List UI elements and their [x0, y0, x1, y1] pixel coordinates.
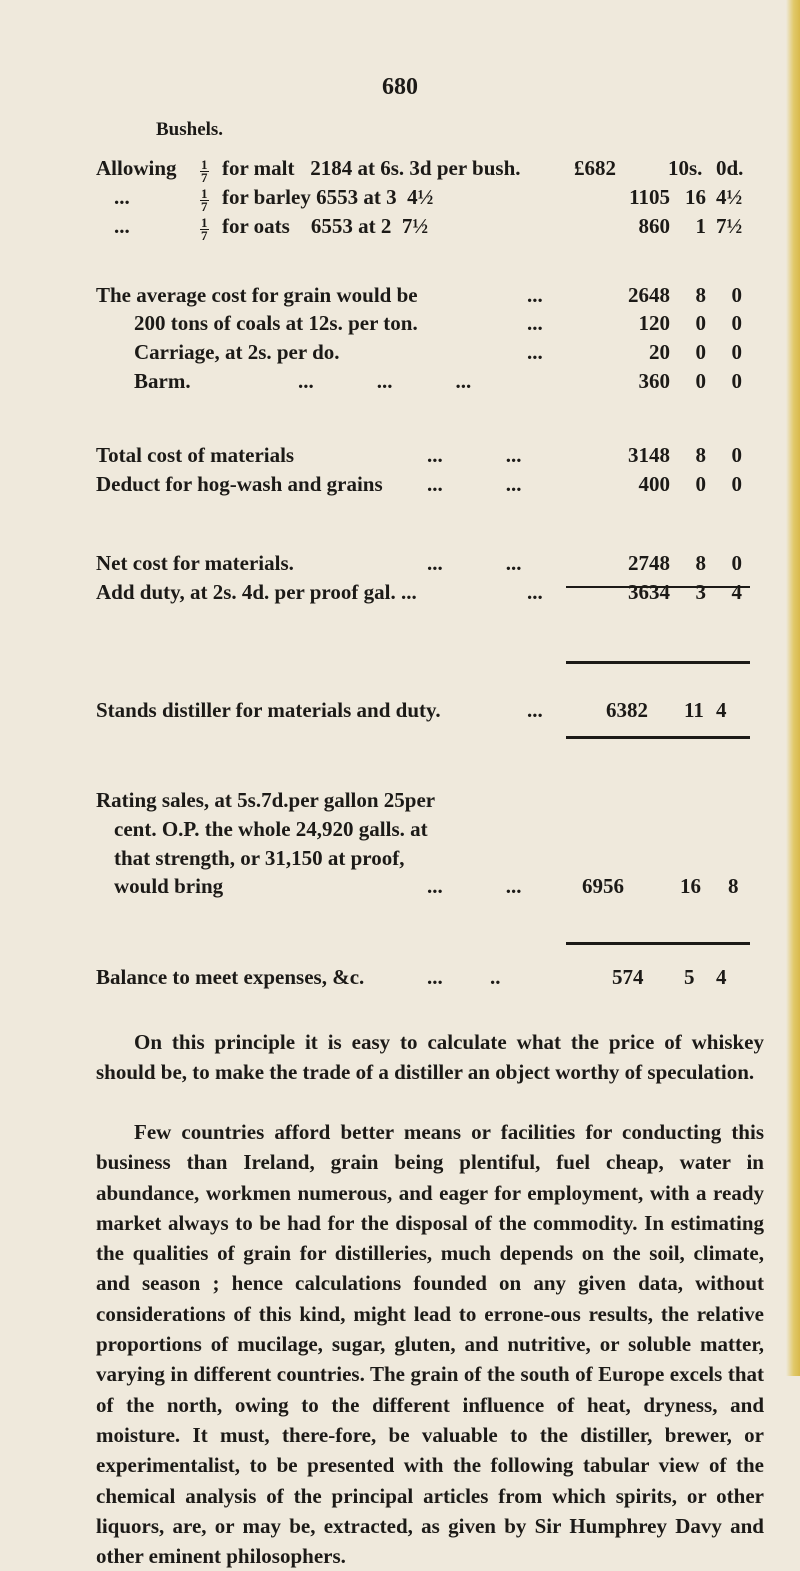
cost-row-dots: ...: [527, 283, 543, 307]
cost-row-shillings: 8: [695, 283, 706, 307]
stands-shillings: 11: [684, 698, 704, 722]
cost-row-pence: 0: [731, 311, 742, 335]
rating-line: Rating sales, at 5s.7d.per gallon 25per: [96, 788, 436, 812]
balance-shillings: 5: [684, 965, 695, 989]
cost-row-shillings: 0: [695, 369, 706, 393]
total-row-pounds: 3148: [628, 443, 670, 467]
net-row-label: Net cost for materials.: [96, 551, 294, 575]
cost-row-label: Carriage, at 2s. per do.: [134, 340, 340, 364]
net-row-pence: 4: [731, 580, 742, 604]
paragraph-1: On this principle it is easy to calculate what the price of whiskey should be, to make the trade of a distiller an object worthy of speculation.: [96, 1030, 764, 1085]
stands-pounds: 6382: [606, 698, 648, 722]
rating-line: cent. O.P. the whole 24,920 galls. at: [114, 817, 428, 841]
balance-dots: ... ..: [427, 965, 501, 989]
cost-row-label: The average cost for grain would be: [96, 283, 418, 307]
rating-pence: 8: [728, 874, 739, 898]
cost-row-pence: 0: [731, 340, 742, 364]
allowing-lead: ...: [114, 185, 130, 209]
allowing-fraction: [198, 215, 211, 242]
allowing-pence: 4½: [716, 185, 743, 209]
allowing-pounds: 1105: [629, 185, 670, 209]
balance-pounds: 574: [612, 965, 644, 989]
cost-row-pounds: 120: [638, 311, 670, 335]
cost-row-pence: 0: [731, 369, 742, 393]
allowing-text: for malt 2184 at 6s. 3d per bush.: [222, 156, 521, 180]
cost-row-pounds: 20: [649, 340, 670, 364]
cost-row-pence: 0: [731, 283, 742, 307]
net-row-pounds: 2748: [628, 551, 670, 575]
total-row-label: Deduct for hog-wash and grains: [96, 472, 383, 496]
bushels-header: Bushels.: [156, 119, 224, 140]
cost-row-dots: ...: [527, 311, 543, 335]
cost-row-shillings: 0: [695, 340, 706, 364]
rating-shillings: 16: [680, 874, 701, 898]
net-row-label: Add duty, at 2s. 4d. per proof gal. ...: [96, 580, 417, 604]
allowing-shillings: 16: [685, 185, 706, 209]
net-row-pounds: 3634: [628, 580, 670, 604]
total-row-dots: ... ...: [427, 443, 522, 467]
net-row-dots: ... ...: [427, 551, 522, 575]
allowing-pence: 7½: [716, 214, 743, 238]
cost-row-pounds: 360: [638, 369, 670, 393]
allowing-text: for barley 6553 at 3 4½: [222, 185, 434, 209]
fraction: $\frac{1}{7}$: [201, 156, 208, 185]
cost-row-label: Barm.: [134, 369, 191, 393]
cost-row-pounds: 2648: [628, 283, 670, 307]
rating-pounds: 6956: [582, 874, 624, 898]
page-number: 680: [382, 74, 418, 100]
total-row-pence: 0: [731, 443, 742, 467]
net-row-pence: 0: [731, 551, 742, 575]
total-row-shillings: 0: [695, 472, 706, 496]
stands-label: Stands distiller for materials and duty.: [96, 698, 441, 722]
stands-pence: 4: [716, 698, 727, 722]
allowing-shillings: 1: [695, 214, 706, 238]
allowing-shillings: 10s.: [668, 156, 703, 180]
total-row-shillings: 8: [695, 443, 706, 467]
fraction: $\frac{1}{7}$: [201, 214, 208, 243]
cost-row-label: 200 tons of coals at 12s. per ton.: [134, 311, 418, 335]
allowing-lead: ...: [114, 214, 130, 238]
rating-line: that strength, or 31,150 at proof,: [114, 846, 405, 870]
stands-dots: ...: [527, 698, 543, 722]
net-row-shillings: 3: [695, 580, 706, 604]
cost-row-dots: ...: [527, 340, 543, 364]
cost-row-shillings: 0: [695, 311, 706, 335]
page-edge: [786, 0, 800, 1376]
total-row-label: Total cost of materials: [96, 443, 295, 467]
paragraph-2: Few countries afford better means or facilities for conducting this business than Ireland, grain being plentiful, fuel cheap, water in abundance, workmen numerous, and eager for employment, with a ready market always to be had for the disposal of the commodity. In estimating the qualities of grain for distilleries, much depends on the soil, climate, and season ; hence calculations founded on any given data, without considerations of this kind, might lead to errone-ous results, the relative proportions of mucilage, sugar, gluten, and nutritive, or soluble matter, varying in different countries. The grain of the south of Europe excels that of the north, owing to the different influence of heat, dryness, and moisture. It must, there-fore, be valuable to the distiller, brewer, or experimentalist, to be presented with the following tabular view of the chemical analysis of the principal articles from which spirits, or other liquors, are, or may be, extracted, as given by Sir Humphrey Davy and other eminent philosophers.: [96, 1120, 764, 1569]
cost-row-dots: ... ... ...: [298, 369, 472, 393]
total-row-pounds: 400: [638, 472, 670, 496]
rating-dots: ... ...: [427, 874, 522, 898]
allowing-pounds: £682: [574, 156, 616, 180]
allowing-pence: 0d.: [716, 156, 744, 180]
balance-pence: 4: [716, 965, 727, 989]
total-row-pence: 0: [731, 472, 742, 496]
allowing-text: for oats 6553 at 2 7½: [222, 214, 429, 238]
net-row-dots: ...: [527, 580, 543, 604]
total-row-dots: ... ...: [427, 472, 522, 496]
sum-rule: [566, 661, 750, 664]
rating-line: would bring: [114, 874, 224, 898]
sum-rule: [566, 736, 750, 739]
sum-rule: [566, 942, 750, 945]
allowing-pounds: 860: [638, 214, 670, 238]
allowing-fraction: [198, 186, 211, 213]
allowing-lead: Allowing: [96, 156, 177, 180]
allowing-fraction: [198, 157, 211, 184]
net-row-shillings: 8: [695, 551, 706, 575]
balance-label: Balance to meet expenses, &c.: [96, 965, 365, 989]
fraction: $\frac{1}{7}$: [201, 185, 208, 214]
